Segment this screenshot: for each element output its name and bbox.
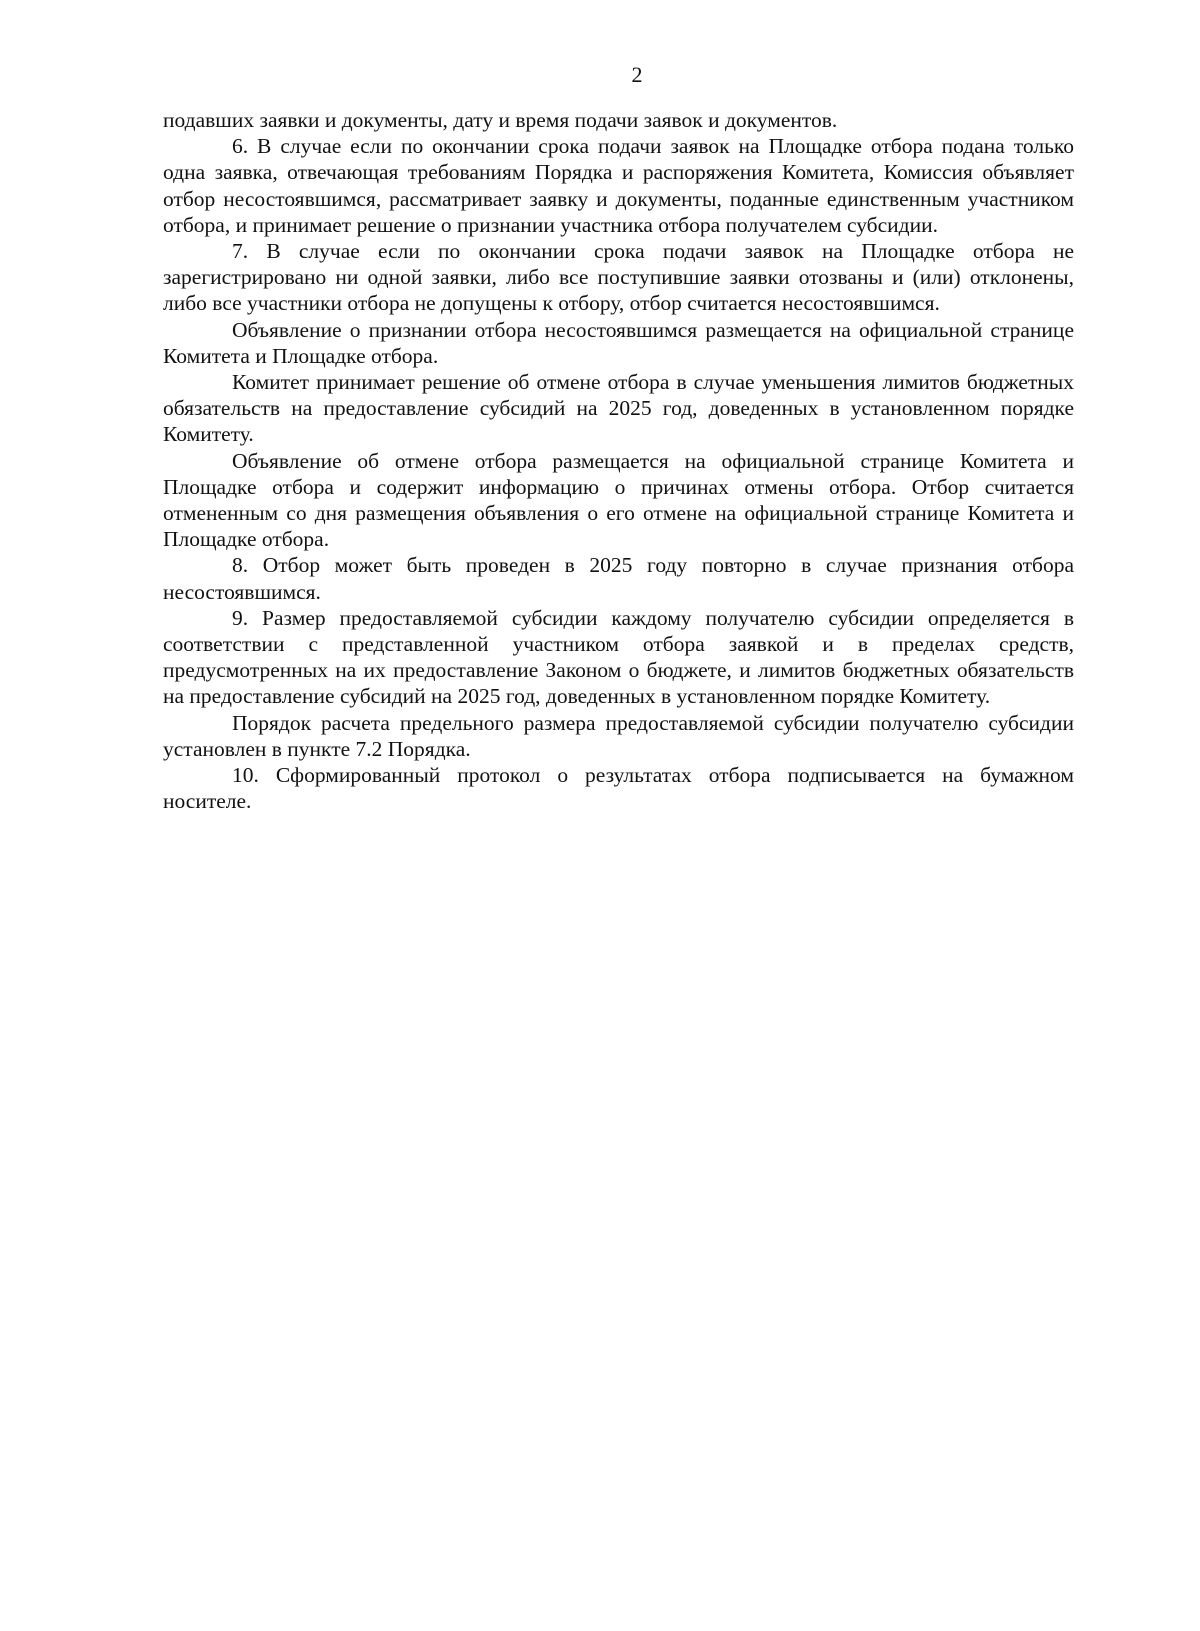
paragraph-item-7: 7. В случае если по окончании срока подачи заявок на Площадке отбора не зарегистрировано ни одной заявки, либо все поступившие заявки отозваны и (или) отклонены, либо все участники отбора не допущены к отбору, отбор считается несостоявшимся. <box>163 239 1074 316</box>
paragraph-continuation: подавших заявки и документы, дату и время подачи заявок и документов. <box>163 108 838 132</box>
paragraph-item-10: 10. Сформированный протокол о результатах отбора подписывается на бумажном носителе. <box>163 763 1074 814</box>
document-body <box>163 107 1074 814</box>
paragraph-cancellation-announcement: Объявление об отмене отбора размещается на официальной странице Комитета и Площадке отбора и содержит информацию о причинах отмены отбора. Отбор считается отмененным со дня размещения объявления о его отмене на официальной странице Комитета и Площадке отбора. <box>163 448 1074 552</box>
paragraph-cancellation-decision: Комитет принимает решение об отмене отбора в случае уменьшения лимитов бюджетных обязательств на предоставление субсидий на 2025 год, доведенных в установленном порядке Комитету. <box>163 370 1074 447</box>
paragraph-item-9: 9. Размер предоставляемой субсидии каждому получателю субсидии определяется в соответствии с представленной участником отбора заявкой и в пределах средств, предусмотренных на их предоставление Законом о бюджете, и лимитов бюджетных обязательств на предоставление субсидий на 2025 год, доведенных в установленном порядке Комитету. <box>163 605 1074 709</box>
paragraph-item-6: 6. В случае если по окончании срока подачи заявок на Площадке отбора подана только одна заявка, отвечающая требованиям Порядка и распоряжения Комитета, Комиссия объявляет отбор несостоявшимся, рассматривает заявку и документы, поданные единственным участником отбора, и принимает решение о признании участника отбора получателем субсидии. <box>163 134 1074 237</box>
paragraph-item-8: 8. Отбор может быть проведен в 2025 году повторно в случае признания отбора несостоявшимся. <box>163 553 1074 604</box>
page-number: 2 <box>631 62 643 87</box>
paragraph-calculation-procedure: Порядок расчета предельного размера предоставляемой субсидии получателю субсидии установлен в пункте 7.2 Порядка. <box>163 710 1074 761</box>
paragraph-announcement-failed: Объявление о признании отбора несостоявшимся размещается на официальной странице Комитета и Площадке отбора. <box>163 317 1074 368</box>
